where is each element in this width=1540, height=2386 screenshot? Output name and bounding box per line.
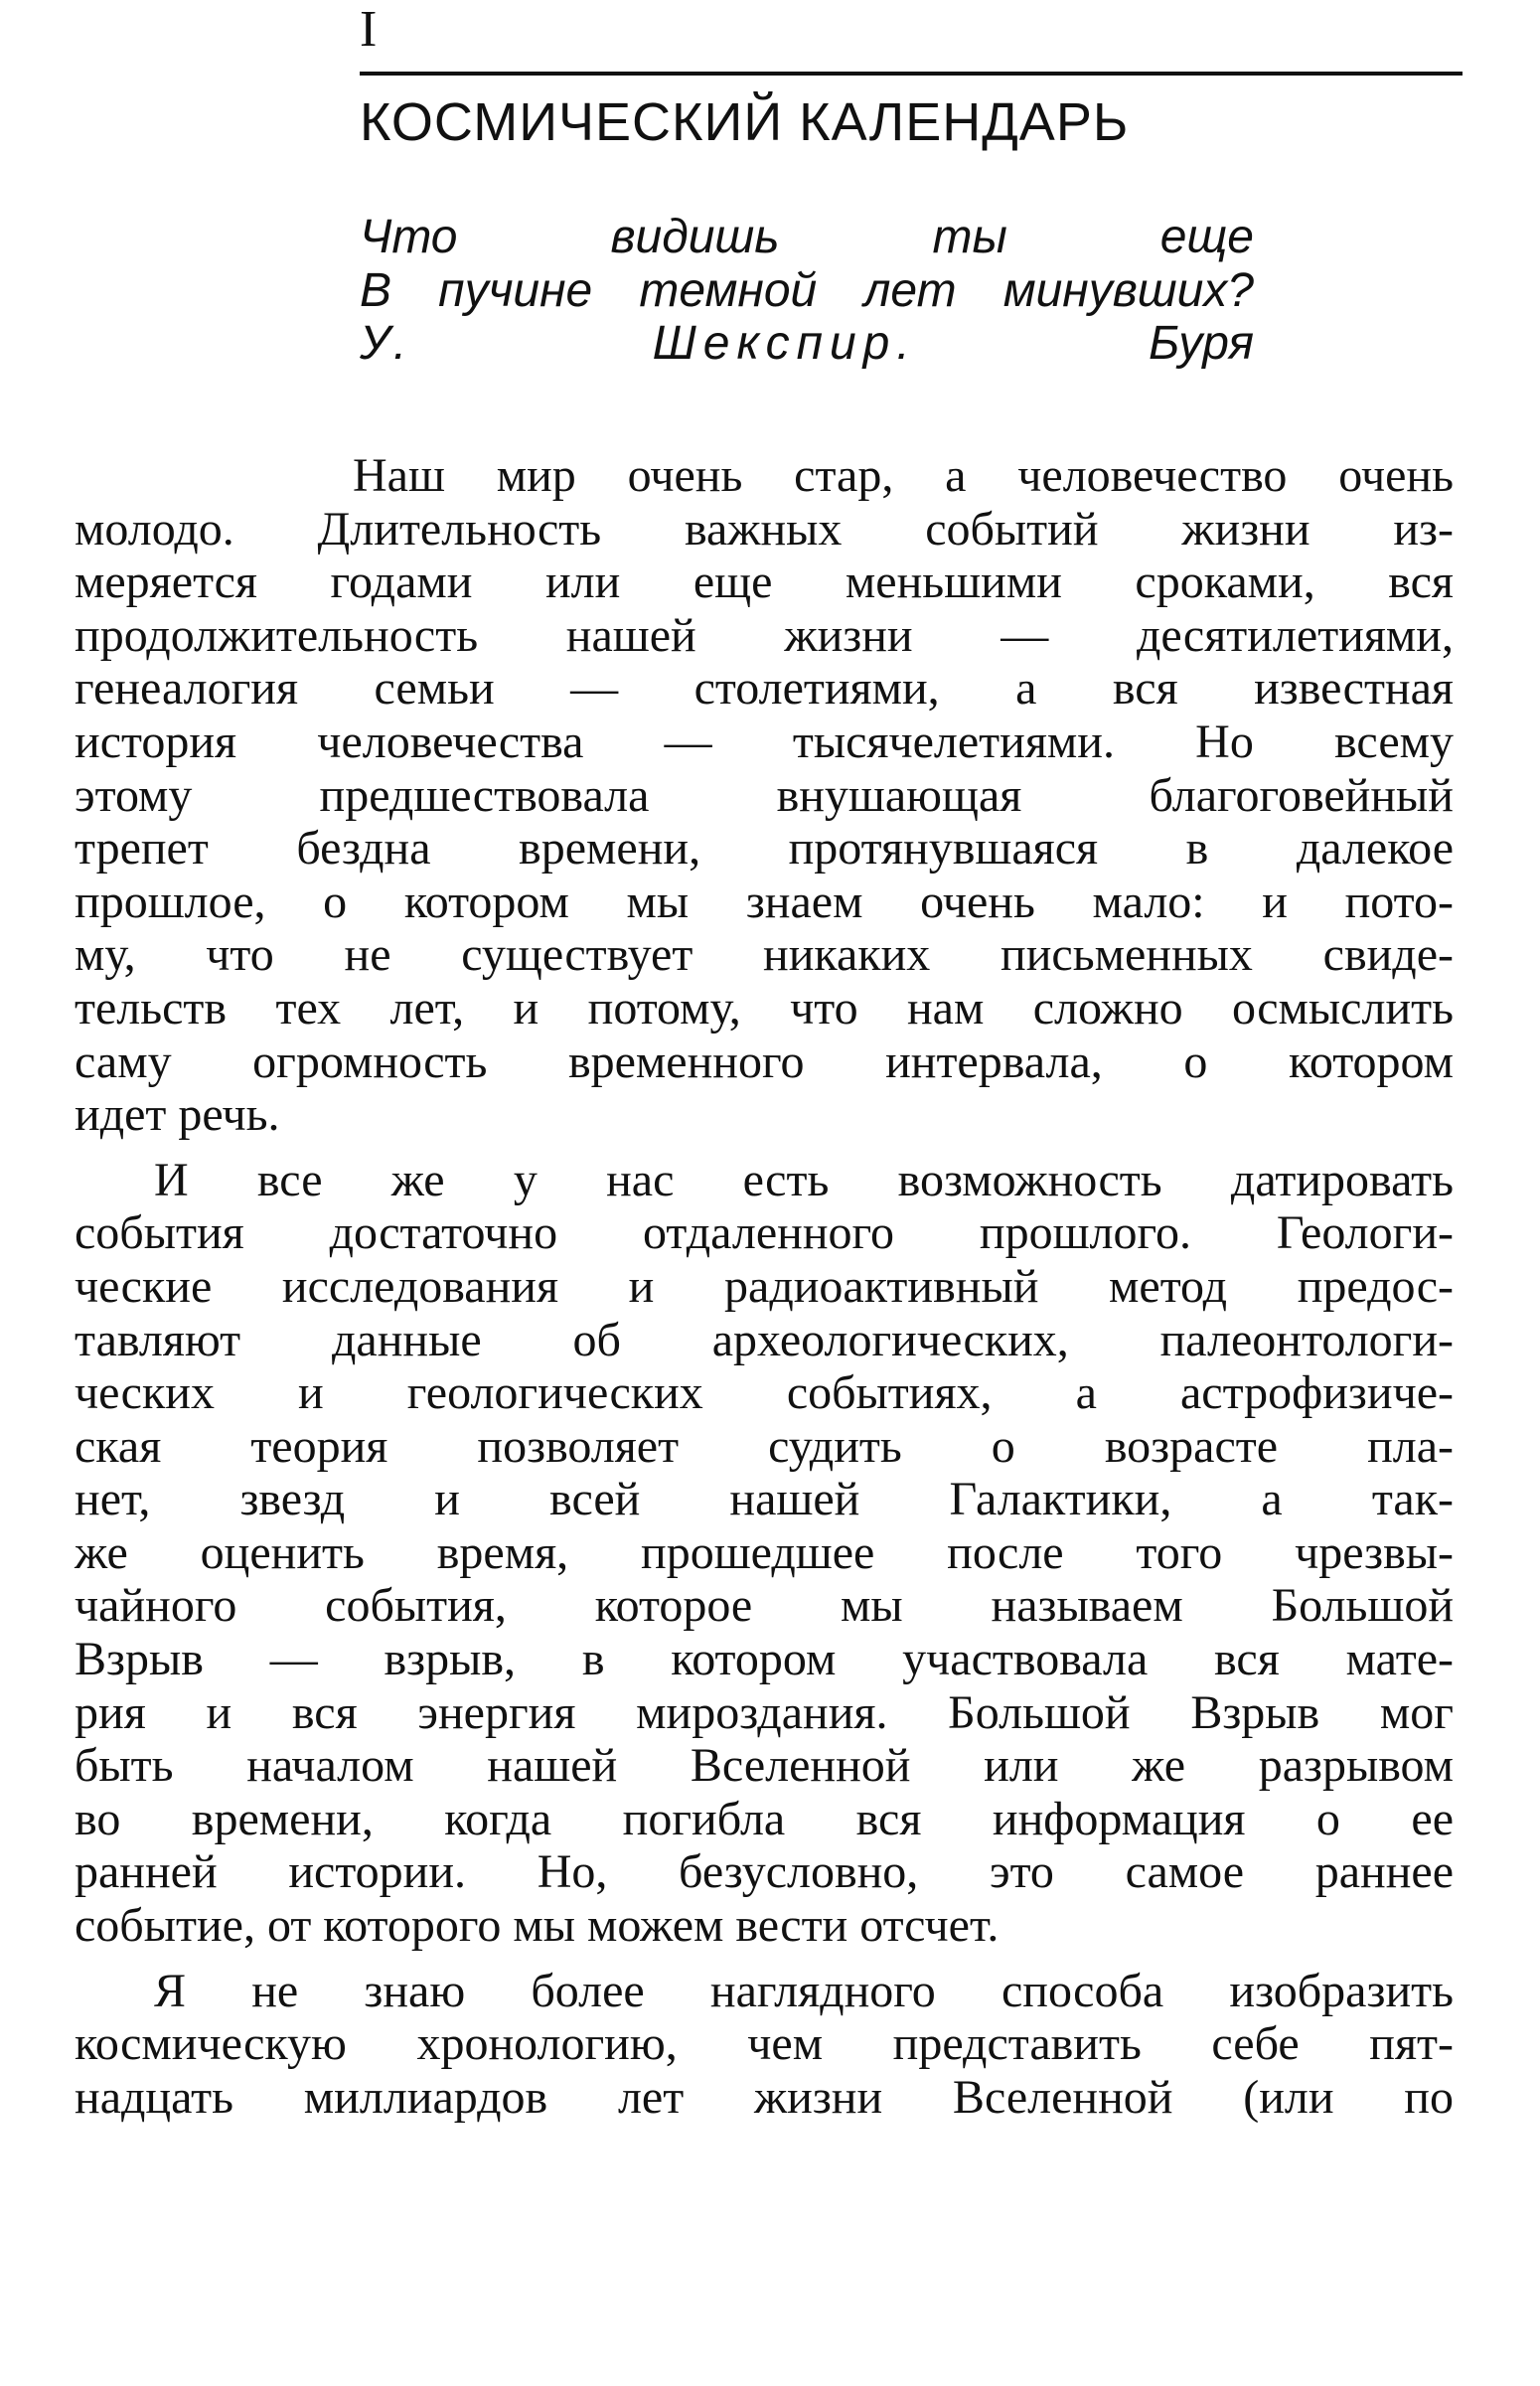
- chapter-title: КОСМИЧЕСКИЙ КАЛЕНДАРЬ: [360, 92, 1130, 152]
- text-line: продолжительность нашей жизни — десятилетиями,: [75, 608, 1454, 662]
- text-line: ческих и геологических событиях, а астрофизиче-: [75, 1366, 1454, 1420]
- text-line: чайного события, которое мы называем Большой: [75, 1579, 1454, 1633]
- epigraph-author: У. Шекспир.: [360, 317, 917, 371]
- text-line: Наш мир очень стар, а человечество очень: [353, 449, 1454, 502]
- text-line: идет речь.: [75, 1088, 280, 1142]
- epigraph-line: Что видишь ты еще: [360, 211, 1254, 263]
- text-line: тавляют данные об археологических, палеонтологи-: [75, 1313, 1454, 1366]
- text-line: нет, звезд и всей нашей Галактики, а так-: [75, 1473, 1454, 1526]
- text-line: генеалогия семьи — столетиями, а вся известная: [75, 662, 1454, 716]
- paragraph-1: [75, 449, 1454, 1142]
- text-line: меряется годами или еще меньшими сроками, вся: [75, 556, 1454, 609]
- text-line: молодо. Длительность важных событий жизни из-: [75, 502, 1454, 556]
- text-line: Взрыв — взрыв, в котором участвовала вся мате-: [75, 1633, 1454, 1686]
- text-line: космическую хронологию, чем представить себе пят-: [75, 2017, 1454, 2071]
- text-line: трепет бездна времени, протянувшаяся в далекое: [75, 822, 1454, 875]
- text-line: же оценить время, прошедшее после того чрезвы-: [75, 1525, 1454, 1579]
- epigraph-attribution: [360, 317, 1254, 371]
- text-line: во времени, когда погибла вся информация о ее: [75, 1792, 1454, 1845]
- text-line: саму огромность временного интервала, о котором: [75, 1034, 1454, 1088]
- chapter-rule: [360, 72, 1463, 76]
- text-line: событие, от которого мы можем вести отсчет.: [75, 1899, 1000, 1953]
- text-line: тельств тех лет, и потому, что нам сложно осмыслить: [75, 981, 1454, 1034]
- body-text: [75, 449, 1454, 2124]
- text-line: Я не знаю более наглядного способа изобразить: [154, 1964, 1454, 2017]
- epigraph: [360, 211, 1254, 371]
- text-line: му, что не существует никаких письменных свиде-: [75, 928, 1454, 982]
- epigraph-line: В пучине темной лет минувших?: [360, 263, 1254, 317]
- text-line: ранней истории. Но, безусловно, это самое раннее: [75, 1845, 1454, 1899]
- text-line: надцать миллиардов лет жизни Вселенной (или по: [75, 2070, 1454, 2124]
- text-line: ческие исследования и радиоактивный метод предос-: [75, 1259, 1454, 1313]
- text-line: прошлое, о котором мы знаем очень мало: и пото-: [75, 875, 1454, 928]
- text-line: быть началом нашей Вселенной или же разрывом: [75, 1739, 1454, 1793]
- text-line: этому предшествовала внушающая благоговейный: [75, 768, 1454, 822]
- paragraph-3: [75, 1965, 1454, 2125]
- text-line: И все же у нас есть возможность датировать: [154, 1153, 1454, 1206]
- text-line: события достаточно отдаленного прошлого. Геологи-: [75, 1206, 1454, 1260]
- epigraph-work: Буря: [1149, 317, 1254, 371]
- chapter-number: I: [360, 1, 378, 58]
- text-line: ская теория позволяет судить о возрасте пла-: [75, 1419, 1454, 1473]
- text-line: история человечества — тысячелетиями. Но всему: [75, 715, 1454, 768]
- paragraph-2: [75, 1154, 1454, 1953]
- text-line: рия и вся энергия мироздания. Большой Взрыв мог: [75, 1685, 1454, 1739]
